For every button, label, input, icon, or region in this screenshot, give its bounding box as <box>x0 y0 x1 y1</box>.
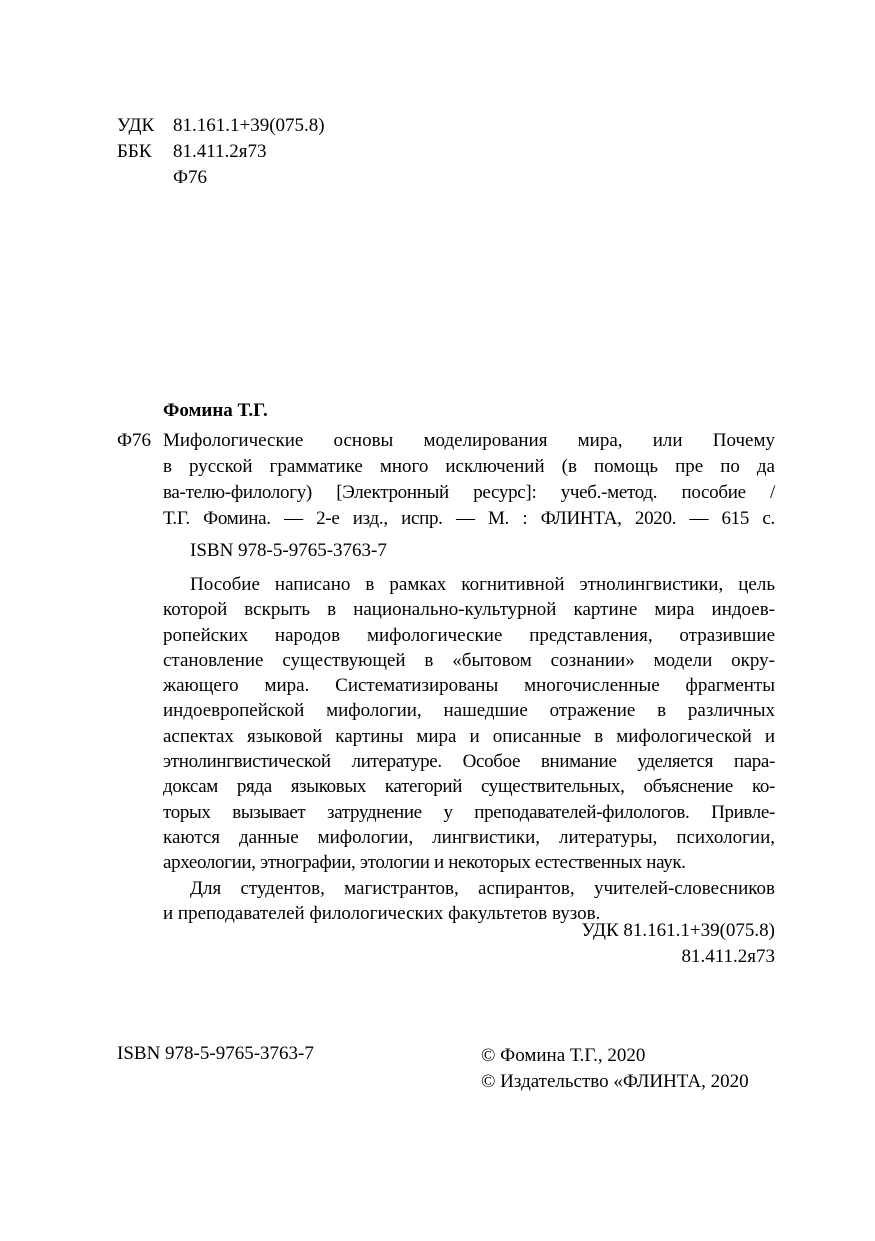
annotation-line: Пособие написано в рамках когнитивной этнолингвистики, цель <box>190 574 775 595</box>
bibliography-sign: Ф76 <box>117 430 152 451</box>
annotation-line: археологии, этнографии, этологии и некоторых естественных наук. <box>163 852 686 874</box>
bbk-row <box>117 139 325 165</box>
bib-line: Мифологические основы моделирования мира, или Почему <box>163 430 775 451</box>
annotation-line: торых вызывает затруднение у преподавателей-филологов. Привле- <box>163 801 775 823</box>
annotation-line: ропейских народов мифологические представления, отразившие <box>163 624 775 646</box>
author-sign-row <box>117 165 325 191</box>
annotation-line: аспектах языковой картины мира и описанные в мифологической и <box>163 725 775 747</box>
bib-line: Т.Г. Фомина. — 2-е изд., испр. — М. : ФЛИНТА, 2020. — 615 с. <box>163 508 775 529</box>
annotation-line: которой вскрыть в национально-культурной картине мира индоев- <box>163 599 775 621</box>
copyright-author: © Фомина Т.Г., 2020 <box>481 1045 646 1066</box>
udk-summary-udk: УДК 81.161.1+39(075.8) <box>581 920 775 941</box>
udk-summary-bbk: 81.411.2я73 <box>681 946 775 967</box>
annotation-line: становление существующей в «бытовом сознании» модели окру- <box>163 649 775 671</box>
udk-label: УДК <box>117 115 155 136</box>
bib-line: ва-телю-филологу) [Электронный ресурс]: учеб.-метод. пособие / <box>163 482 775 503</box>
bbk-value: 81.411.2я73 <box>173 141 267 162</box>
annotation <box>163 572 775 926</box>
footer-isbn: ISBN 978-5-9765-3763-7 <box>117 1043 314 1064</box>
author-heading: Фомина Т.Г. <box>163 400 268 421</box>
annotation-line: этнолингвистической литературе. Особое внимание уделяется пара- <box>163 751 775 773</box>
isbn-line: ISBN 978-5-9765-3763-7 <box>190 540 387 561</box>
author-sign: Ф76 <box>173 167 208 188</box>
annotation-line: индоевропейской мифологии, нашедшие отражение в различных <box>163 700 775 722</box>
classification-codes <box>117 113 325 191</box>
udk-row <box>117 113 325 139</box>
annotation-line: жающего мира. Систематизированы многочисленные фрагменты <box>163 675 775 697</box>
udk-value: 81.161.1+39(075.8) <box>173 115 325 136</box>
bbk-label: ББК <box>117 141 152 162</box>
bibliographic-description <box>163 428 775 532</box>
annotation-line: доксам ряда языковых категорий существительных, объяснение ко- <box>163 776 775 798</box>
annotation-line: Для студентов, магистрантов, аспирантов, учителей-словесников <box>190 877 775 899</box>
udk-summary <box>581 918 775 970</box>
annotation-line: и преподавателей филологических факультетов вузов. <box>163 902 601 924</box>
annotation-line: каются данные мифологии, лингвистики, литературы, психологии, <box>163 826 775 848</box>
copyright-block <box>481 1043 749 1095</box>
copyright-publisher: © Издательство «ФЛИНТА, 2020 <box>481 1071 749 1092</box>
bib-line: в русской грамматике много исключений (в помощь пре по да <box>163 456 775 477</box>
